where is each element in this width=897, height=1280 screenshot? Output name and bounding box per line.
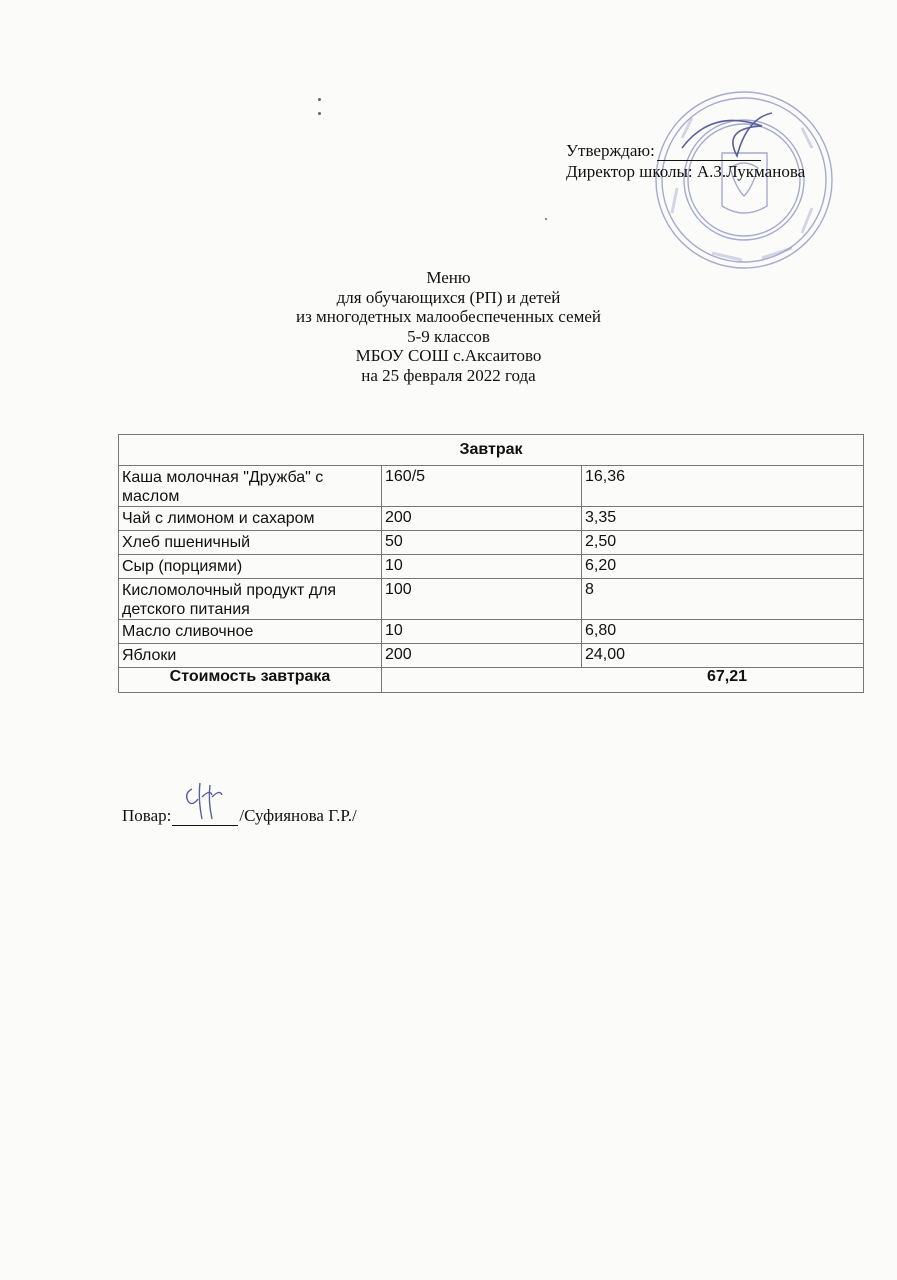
title-line: на 25 февраля 2022 года: [361, 365, 536, 385]
dish-name: Яблоки: [119, 644, 382, 668]
dish-qty: 10: [382, 620, 582, 644]
director-label: Директор школы:: [566, 162, 693, 181]
cook-signature: [182, 779, 226, 823]
dish-qty: 100: [382, 579, 582, 620]
table-row: [119, 555, 864, 579]
approval-block: [566, 140, 805, 182]
dish-name: Кисломолочный продукт для детского питания: [119, 579, 382, 620]
dish-price: 6,80: [582, 620, 864, 644]
director-name: А.З.Лукманова: [696, 162, 806, 181]
approve-signature-line: [657, 144, 761, 161]
dish-name: Каша молочная "Дружба" с маслом: [119, 466, 382, 507]
dish-price: 6,20: [582, 555, 864, 579]
dish-qty: 200: [382, 644, 582, 668]
table-row: [119, 507, 864, 531]
total-label: Стоимость завтрака: [119, 668, 382, 693]
cook-signature-line: [172, 805, 238, 826]
scan-speck: [318, 98, 321, 101]
scan-speck: [545, 218, 547, 220]
dish-name: Сыр (порциями): [119, 555, 382, 579]
table-row: [119, 620, 864, 644]
total-row: [119, 668, 864, 693]
cook-name: /Суфиянова Г.Р./: [239, 806, 357, 825]
total-value: 67,21: [382, 668, 864, 693]
table-row: [119, 531, 864, 555]
dish-name: Хлеб пшеничный: [119, 531, 382, 555]
title-line: МБОУ СОШ с.Аксаитово: [355, 346, 542, 365]
title-line: Меню: [426, 268, 471, 287]
title-line: для обучающихся (РП) и детей: [336, 287, 561, 307]
approve-label: Утверждаю:: [566, 141, 655, 160]
menu-table: [118, 434, 864, 693]
table-row: [119, 579, 864, 620]
dish-name: Масло сливочное: [119, 620, 382, 644]
dish-price: 2,50: [582, 531, 864, 555]
table-row: [119, 644, 864, 668]
dish-qty: 50: [382, 531, 582, 555]
title-line: 5-9 классов: [407, 326, 490, 346]
cook-label: Повар:: [122, 806, 172, 825]
cook-signature-block: [122, 805, 357, 826]
dish-qty: 10: [382, 555, 582, 579]
document-title: [0, 268, 897, 385]
dish-qty: 200: [382, 507, 582, 531]
dish-name: Чай с лимоном и сахаром: [119, 507, 382, 531]
dish-price: 16,36: [582, 466, 864, 507]
section-header: Завтрак: [119, 435, 864, 466]
scan-speck: [318, 112, 321, 115]
dish-price: 3,35: [582, 507, 864, 531]
title-line: из многодетных малообеспеченных семей: [295, 307, 601, 326]
dish-price: 8: [582, 579, 864, 620]
dish-price: 24,00: [582, 644, 864, 668]
table-row: [119, 466, 864, 507]
dish-qty: 160/5: [382, 466, 582, 507]
